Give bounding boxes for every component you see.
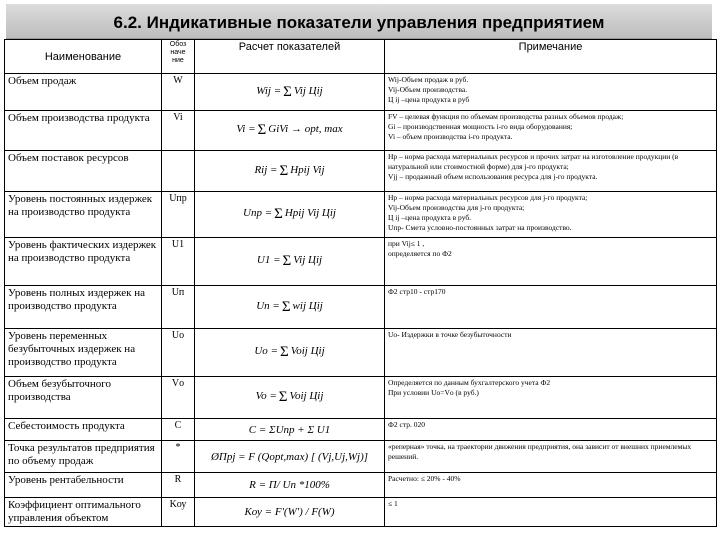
formula-rhs: Vij Цij (293, 84, 323, 97)
indicator-formula (195, 498, 385, 527)
sigma-symbol: Σ (278, 389, 288, 405)
title-bar (6, 4, 712, 39)
table-row (5, 498, 717, 527)
formula-rhs: Voij Цij (289, 390, 324, 402)
indicator-formula (195, 441, 385, 473)
indicator-symbol: U1 (162, 238, 195, 286)
indicator-formula (195, 238, 385, 286)
note-line: ≤ 1 (388, 499, 398, 508)
sigma-symbol: Σ (281, 298, 291, 315)
formula-lhs: Vo = (255, 390, 277, 402)
indicator-name: Объем продаж (5, 74, 162, 111)
note-line: Wij-Объем продаж в руб. (388, 75, 469, 84)
sigma-symbol: Σ (257, 122, 267, 138)
formula-text: R = П/ Uп *100% (249, 479, 330, 491)
indicator-formula (195, 329, 385, 377)
indicator-note (385, 377, 717, 419)
indicators-table (4, 39, 717, 527)
header-name: Наименование (5, 40, 162, 74)
indicator-name: Точка результатов предприятия по объему продаж (5, 441, 162, 473)
table-row (5, 111, 717, 151)
indicator-note (385, 473, 717, 498)
indicator-symbol: С (162, 419, 195, 441)
indicator-name: Уровень постоянных издержек на производство продукта (5, 192, 162, 238)
note-line: Uо- Издержки в точке безубыточности (388, 330, 512, 339)
indicator-note (385, 286, 717, 329)
indicator-name: Себестоимость продукта (5, 419, 162, 441)
page-title: 6.2. Индикативные показатели управления предприятием (113, 13, 605, 32)
formula-rhs: Hpij Vij (290, 163, 325, 176)
note-line: «реперная» точка, на траектории движения предприятия, она зависит от внешних приемлемых решений. (388, 442, 692, 461)
table-row (5, 419, 717, 441)
note-line: Ф2 стр10 - стр170 (388, 287, 446, 296)
table-row (5, 238, 717, 286)
indicator-symbol: Uпр (162, 192, 195, 238)
indicator-symbol: Uп (162, 286, 195, 329)
indicator-symbol: * (162, 441, 195, 473)
formula-lhs: Uпр = (243, 207, 273, 219)
indicator-symbol: Uо (162, 329, 195, 377)
formula-rhs: Voij Цij (290, 345, 325, 357)
formula-lhs: Rij = (254, 163, 278, 176)
sigma-symbol: Σ (279, 162, 289, 179)
note-line: FV – целевая функция по объемам производства разных объемов продаж; (388, 112, 624, 121)
formula-rhs: GiVi → opt, max (268, 123, 343, 135)
table-row (5, 151, 717, 192)
indicator-name: Объем безубыточного производства (5, 377, 162, 419)
formula-lhs: Vi = (236, 123, 256, 135)
note-line: Vij-Объем производства. (388, 85, 468, 94)
indicator-note (385, 329, 717, 377)
table-header-row (5, 40, 717, 74)
note-line: Vjj – продажный объем использования ресурса для j-го продукта. (388, 172, 598, 181)
indicator-name: Коэффициент оптимального управления объектом (5, 498, 162, 527)
indicator-note (385, 441, 717, 473)
indicator-formula (195, 377, 385, 419)
indicator-note (385, 192, 717, 238)
header-formula: Расчет показателей (195, 40, 385, 74)
formula-rhs: Hpij Vij Цij (284, 207, 336, 219)
indicator-formula (195, 111, 385, 151)
indicator-symbol: Vо (162, 377, 195, 419)
note-line: Расчетно: ≤ 20% - 40% (388, 474, 461, 483)
sigma-symbol: Σ (274, 206, 283, 222)
formula-lhs: Uо = (254, 345, 278, 357)
indicator-symbol: W (162, 74, 195, 111)
indicator-name: Уровень фактических издержек на производство продукта (5, 238, 162, 286)
formula-lhs: Uп = (256, 299, 280, 312)
indicator-note (385, 74, 717, 111)
note-line: Vij-Объем производства для j-го продукта; (388, 203, 525, 212)
formula-text: C = ΣUпр + Σ U1 (248, 423, 331, 436)
header-note: Примечание (385, 40, 717, 74)
indicator-note (385, 419, 717, 441)
table-row (5, 74, 717, 111)
sigma-symbol: Σ (283, 83, 292, 100)
indicator-symbol: Kоу (162, 498, 195, 527)
note-line: Определяется по данным бухгалтерского учета Ф2 (388, 378, 551, 387)
indicator-note (385, 498, 717, 527)
note-line: определяется по Ф2 (388, 249, 452, 258)
indicator-name: Объем поставок ресурсов (5, 151, 162, 192)
indicator-symbol (162, 151, 195, 192)
indicator-symbol: R (162, 473, 195, 498)
formula-rhs: Vij Цij (293, 254, 323, 266)
note-line: при Vij≤ 1 , (388, 239, 425, 248)
formula-text: Kоу = F'(W') / F(W) (244, 506, 335, 518)
indicator-note (385, 238, 717, 286)
note-line: При условии Uо=Vо (в руб.) (388, 388, 479, 397)
table-row (5, 286, 717, 329)
note-line: Ф2 стр. 020 (388, 420, 425, 429)
note-line: Ц ij –цена продукта в руб. (388, 213, 472, 222)
indicator-formula (195, 151, 385, 192)
note-line: Ц ij –цена продукта в руб (388, 95, 470, 104)
indicator-name: Объем производства продукта (5, 111, 162, 151)
note-line: Gi – производственная мощность i-го вида оборудования; (388, 122, 573, 131)
indicator-formula (195, 473, 385, 498)
indicator-note (385, 151, 717, 192)
table-row (5, 192, 717, 238)
note-line: Uпр- Смета условно-постоянных затрат на производство. (388, 223, 572, 232)
header-symbol: Обоз наче ние (162, 40, 195, 74)
sigma-symbol: Σ (282, 253, 292, 269)
indicator-formula (195, 74, 385, 111)
indicator-name: Уровень полных издержек на производство продукта (5, 286, 162, 329)
formula-lhs: Wij = (256, 84, 282, 97)
indicator-name: Уровень рентабельности (5, 473, 162, 498)
indicator-formula (195, 192, 385, 238)
indicator-formula (195, 286, 385, 329)
formula-text: ØПрj = F (Qopt,max) [ (Vj,Uj,Wj)] (210, 450, 369, 463)
indicator-formula (195, 419, 385, 441)
table-row (5, 473, 717, 498)
formula-lhs: U1 = (256, 254, 281, 266)
table-row (5, 441, 717, 473)
indicator-symbol: Vi (162, 111, 195, 151)
table-row (5, 329, 717, 377)
note-line: Vi – объем производства i-го продукта. (388, 132, 513, 141)
sigma-symbol: Σ (279, 344, 289, 360)
note-line: Нр – норма расхода материальных ресурсов для j-го продукта; (388, 193, 588, 202)
indicator-note (385, 111, 717, 151)
formula-rhs: wij Цij (292, 299, 323, 312)
note-line: Нр – норма расхода материальных ресурсов и прочих затрат на изготовление продукции (в натуральной или стоимостной форме) для j-го продукта; (388, 152, 679, 171)
table-row (5, 377, 717, 419)
indicator-name: Уровень переменных безубыточных издержек на производство продукта (5, 329, 162, 377)
